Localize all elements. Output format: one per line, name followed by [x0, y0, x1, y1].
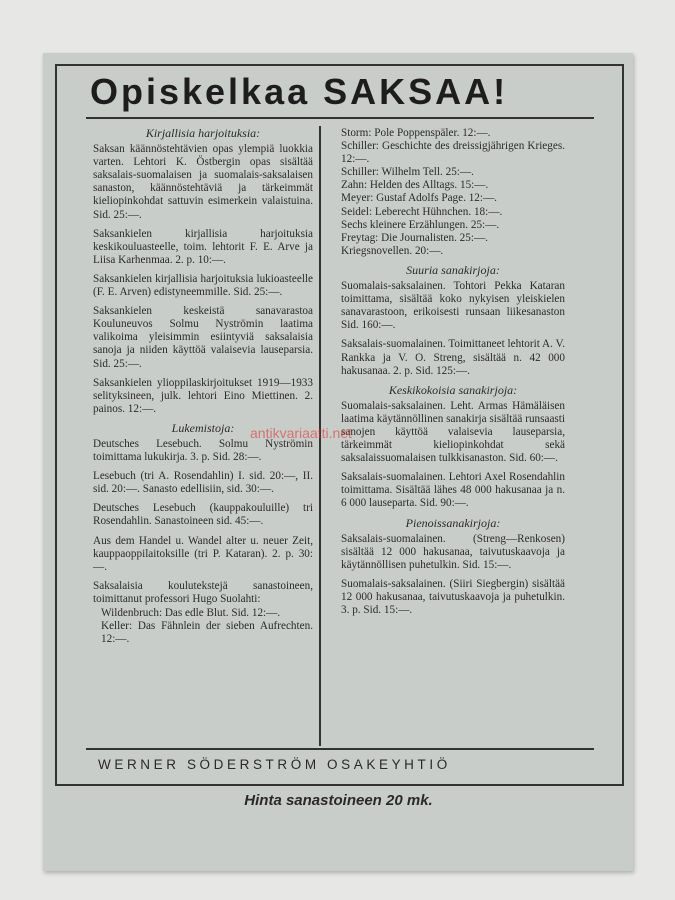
- bottom-rule: [86, 748, 594, 750]
- publisher-name: WERNER SÖDERSTRÖM OSAKEYHTIÖ: [98, 757, 451, 772]
- entry: Keller: Das Fähnlein der sieben Aufrechten. 12:—.: [101, 620, 313, 646]
- entry: Kriegsnovellen. 20:—.: [341, 244, 444, 257]
- entry: Meyer: Gustaf Adolfs Page. 12:—.: [341, 192, 497, 205]
- entry: Saksankielen kirjallisia harjoituksia keskikouluasteelle, toim. lehtorit F. E. Arve ja Liisa Karhenmaa. 2. p. 10:—.: [93, 227, 313, 266]
- entry: Storm: Pole Poppenspäler. 12:—.: [341, 127, 491, 139]
- entry: Saksalais-suomalainen. Lehtori Axel Rosendahlin toimittama. Sisältää lähes 48 000 hakusanaa ja n. 6 000 lauseparta. Sid. 90:—.: [341, 471, 565, 510]
- section-heading: Pienoissanakirjoja:: [405, 515, 501, 530]
- entry: Saksalais-suomalainen. (Streng—Renkosen) sisältää 12 000 hakusanaa, taivutuskaavoja ja käytännöllisen puhetulkin. Sid. 15:—.: [341, 532, 565, 571]
- entry: Deutsches Lesebuch. Solmu Nyströmin toimittama lukukirja. 3. p. Sid. 28:—.: [93, 437, 313, 464]
- entry: Wildenbruch: Das edle Blut. Sid. 12:—.: [101, 607, 281, 619]
- section-heading: Keskikokoisia sanakirjoja:: [388, 382, 518, 397]
- left-column: [93, 127, 313, 646]
- entry: Suomalais-saksalainen. (Siiri Siegbergin) sisältää 12 000 hakusanaa, taivutuskaavoja ja puhetulkin. 3. p. Sid. 15:—.: [341, 577, 565, 617]
- price-line: Hinta sanastoineen 20 mk.: [244, 792, 433, 809]
- entry: Saksankielen keskeistä sanavarastoa Kouluneuvos Solmu Nyströmin laatima valikoima yleisimmin esiintyviä saksalaisia sanoja ja niiden käyttöä valaisevia lauseparsia. Sid. 25:—.: [93, 305, 313, 370]
- entry: Suomalais-saksalainen. Tohtori Pekka Kataran toimittama, sisältää koko nykyisen yleiskielen sanavarastoon, erikoisesti runsaan liikesanaston Sid. 160:—.: [341, 280, 565, 332]
- entry: Seidel: Leberecht Hühnchen. 18:—.: [341, 205, 503, 218]
- entry: Saksalaisia koulutekstejä sanastoineen, toimittanut professori Hugo Suolahti:: [93, 579, 313, 605]
- entry: Sechs kleinere Erzählungen. 25:—.: [341, 218, 500, 231]
- headline: Opiskelkaa SAKSAA!: [90, 71, 509, 112]
- entry: Schiller: Wilhelm Tell. 25:—.: [341, 166, 474, 179]
- entry: Zahn: Helden des Alltags. 15:—.: [341, 179, 489, 192]
- right-column: [341, 127, 565, 623]
- entry: Deutsches Lesebuch (kauppakouluille) tri Rosendahlin. Sanastoineen sid. 45:—.: [93, 502, 313, 528]
- entry: Saksankielen ylioppilaskirjoitukset 1919—1933 selityksineen, julk. lehtori Eino Miettinen. 2. painos. 12:—.: [93, 376, 313, 415]
- entry: Freytag: Die Journalisten. 25:—.: [341, 231, 488, 244]
- entry: Schiller: Geschichte des dreissigjährigen Krieges. 12:—.: [341, 140, 565, 166]
- watermark: antikvariaatti.net: [250, 425, 352, 441]
- entry: Saksankielen kirjallisia harjoituksia lukioasteelle (F. E. Arven) edistyneemmille. Sid. 25:—.: [93, 272, 313, 299]
- section-heading: Lukemistoja:: [171, 420, 235, 435]
- section-heading: Kirjallisia harjoituksia:: [145, 126, 261, 140]
- title-rule: [86, 117, 594, 119]
- entry: Saksan käännöstehtävien opas ylempiä luokkia varten. Lehtori K. Östbergin opas sisältää saksalais-suomalaisen ja suomalais-saksalaisen sanaston, käännöstehtäviä ja tärkeimmät kieliopinkohdat sattuvin esimerkein valaistuina. Sid. 25:—.: [93, 143, 313, 221]
- entry: Saksalais-suomalainen. Toimittaneet lehtorit A. V. Rankka ja V. O. Streng, sisältää n. 42 000 hakusanaa. 2. p. Sid. 125:—.: [341, 338, 565, 377]
- section-heading: Suuria sanakirjoja:: [406, 262, 500, 277]
- entry: Aus dem Handel u. Wandel alter u. neuer Zeit, kauppaoppilaitoksille (tri P. Kataran). 2. p. 30:—.: [93, 534, 313, 573]
- entry: Lesebuch (tri A. Rosendahlin) I. sid. 20:—, II. sid. 20:—. Sanasto edellisiin, sid. 30:—.: [93, 470, 313, 496]
- entry: Suomalais-saksalainen. Leht. Armas Hämäläisen laatima käytännöllinen sanakirja sisältää runsaasti sanojen käyttöä valaisevia lauseparsia, tärkeimmät kieliopinkohdat sekä saksalaissuomalaisen tulkkisanaston. Sid. 60:—.: [341, 399, 565, 465]
